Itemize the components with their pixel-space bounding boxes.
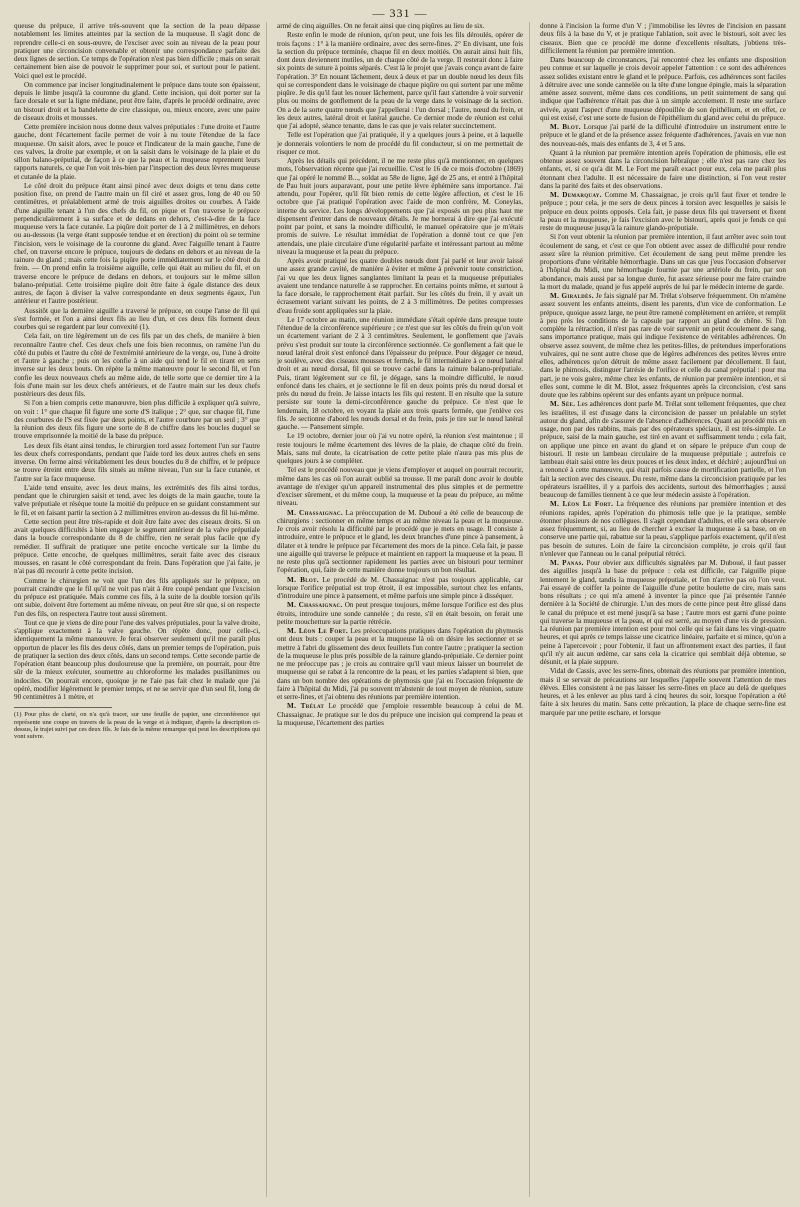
paragraph: Comme le chirurgien ne voit que l'un des fils appliqués sur le prépuce, on pourrait craindre que le fil qu'il ne voit pas n'ait à être coupé pendant que l'excision du prépuce est pratiquée. Mais comme ces fils, à la suite de la double torsion qu'ils ont subie, doivent être fortement au même niveau, on peut être sûr que, si on respecte l'un des fils, on respectera l'autre tout aussi sûrement.	[14, 576, 260, 618]
paragraph	[277, 576, 523, 601]
footnote-text: (1) Pour plus de clarté, on n'a qu'à tracer, sur une feuille de papier, une circonférence qui représente une coupe en travers de la peau de la verge et à indiquer, d'après la description ci-dessus, le trajet suivi par ces deux fils. Je fais de la même remarque qui peut les descriptions qui vont suivre.	[14, 711, 260, 741]
paragraph: donne à l'incision la forme d'un V ; j'immobilise les lèvres de l'incision en passant deux fils à la base du V, et je pratique l'ablation, soit avec le bistouri, soit avec les ciseaux. Bien que ce procédé me donne d'excellents résultats, j'obtiens très-difficilement la réunion par première intention.	[540, 22, 786, 55]
paragraph: Cette première incision nous donne deux valves préputiales : l'une droite et l'autre gauche, dont l'écartement facile permet de voir à nu toute l'étendue de la face muqueuse. On saisit alors, avec le pouce et l'indicateur de la main gauche, l'une de ces valves, la droite par exemple, et on la saisit dans le voisinage de la plaie et du sillon balano-préputial, de façon à ce que la peau et la muqueuse reprennent leurs rapports naturels, ce que l'on voit très-bien par l'inspection des deux lèvres muqueuse et cutanée de la plaie.	[14, 123, 260, 181]
paragraph: Tout ce que je viens de dire pour l'une des valves préputiales, pour la valve droite, s'applique exactement à la valve gauche. On répète donc, pour celle-ci, identiquement la même manœuvre. Je ferai observer seulement qu'il me paraît plus opportun de placer les fils des deux côtés, dans un premier temps de l'opération, puis de pratiquer la section des deux côtés, dans un second temps. Cette seconde partie de l'opération étant beaucoup plus douloureuse que la première, on pourrait, pour être sûr de la mieux exécuter, soumettre au chloroforme les malades pusillanimes ou indociles. On pourrait encore, quoique je ne l'aie pas fait chez le malade que j'ai opéré, modifier légèrement le premier temps, et ne se servir que d'un seul fil, long de 90 centimètres à 1 mètre, et	[14, 618, 260, 701]
speaker-name: M. Sée.	[550, 400, 576, 409]
paragraph	[540, 292, 786, 399]
paragraph: Telle est l'opération que j'ai pratiquée, il y a quelques jours à peine, et à laquelle je donnerais volontiers le nom de procédé du fil conducteur, si on me permettait de risquer ce mot.	[277, 131, 523, 156]
paragraph: Quant à la réunion par première intention après l'opération de phimosis, elle est obtenue assez souvent dans la circoncision hébraïque ; elle n'est pas rare chez les enfants, et, si ce qu'a dit M. Le Fort me paraît exact pour eux, cela me paraît plus étonnant chez l'adulte. Il est nécessaire de faire une distinction, si l'on veut rester dans la parité des faits et des observations.	[540, 148, 786, 190]
paragraph: L'aide tend ensuite, avec les deux mains, les extrémités des fils ainsi tordus, pendant que le chirurgien saisit et tend, avec les doigts de la main gauche, toute la valve préputiale et résèque toute la moitié du prépuce en se guidant constamment sur le fil, et en faisant partir la section à 2 millimètres environ au-dessus du fil lui-même.	[14, 483, 260, 517]
speaker-name: M. Chassaignac.	[287, 508, 343, 517]
speaker-name: M. Panas.	[550, 559, 584, 567]
speech-text: Lorsque j'ai parlé de la difficulté d'introduire un instrument entre le prépuce et le gland et de la présence assez fréquente d'adhérences, j'avais en vue non des nouveau-nés, mais des enfants de 3, 4 et 5 ans.	[540, 123, 786, 148]
speech-text: Les préoccupations pratiques dans l'opération du phymosis ont deux buts : couper la peau et la muqueuse là où on désire les sectionner et se mettre à l'abri du glissement des deux feuillets l'un contre l'autre ; pratiquer la section de la muqueuse le plus près possible de la rainure glando-préputiale. Ce dernier point ne me préoccupe pas ; je crois au contraire qu'il vaut mieux laisser un bourrelet de muqueuse qui se rabat à la rencontre de la peau, et les parties s'adaptent si bien, que dans un bon nombre des opérations de phymosis que j'ai eu l'occasion fréquente de faire à l'hôpital du Midi, j'ai pu souvent m'abstenir de tout moyen de réunion, suture et serre-fines, et j'ai obtenu des réunions par première intention.	[277, 627, 523, 701]
paragraph: Si l'on a bien compris cette manœuvre, bien plus difficile à expliquer qu'à suivre, on voit : 1° que chaque fil figure une sorte d'S italique ; 2° que, sur chaque fil, l'une des courbures de l'S est fixée par deux points, et l'autre courbure par un seul ; 3° que la réunion des deux fils figure une sorte de 8 de chiffre dans les boucles duquel se trouve emprisonnée la moitié de la base du prépuce.	[14, 399, 260, 441]
paragraph: Reste enfin le mode de réunion, qu'on peut, une fois les fils déroulés, opérer de trois façons : 1° à la manière ordinaire, avec des serre-fines. 2° En divisant, une fois la section du prépuce terminée, chaque fil en deux moitiés. On aurait ainsi huit fils, dont deux deviennent inutiles, un de chaque côté de la verge. Il resterait donc à faire six points de suture à points séparés. C'est là le projet que j'avais conçu avant de faire l'opération. 3° En nouant lâchement, deux à deux et par un double nœud les deux fils qui se correspondent dans le voisinage de chaque piqûre ou qui sortent par une même piqûre. Je dis qu'il faut les nouer lâchement, parce qu'il faut s'attendre à voir survenir plus ou moins de gonflement de la peau de la verge dans le voisinage de la section. On a de la sorte quatre nœuds que j'appellerai : l'un dorsal ; l'autre, nœud du frein, et les deux autres, latéral droit et latéral gauche. Ce dernier mode de réunion est celui que j'ai adopté, séance tenante, dans le cas que je vais relater succinctement.	[277, 31, 523, 130]
text-columns	[14, 22, 786, 1197]
paragraph: Après avoir pratiqué les quatre doubles nœuds dont j'ai parlé et leur avoir laissé une assez grande cavité, de manière à éviter et même à prévenir toute constriction, j'ai vu que les deux lignes sanglantes limitant la peau et la muqueuse préputiales avaient une tendance naturelle à se rapprocher. En certains points même, et surtout à la face dorsale, le rapprochement était parfait. Sur les côtés du frein, il y avait un écrasement variant suivant les points, de 2 à 3 millimètres. De petites compresses d'eau froide sont appliquées sur la plaie.	[277, 257, 523, 315]
paragraph: On commence par inciser longitudinalement le prépuce dans toute son épaisseur, depuis le limbe jusqu'à la couronne du gland. Cette incision, qui doit porter sur la face dorsale et sur la ligne médiane, peut être faite, d'après le procédé ordinaire, avec un bistouri droit et la bandelette de cire classique, ou, mieux encore, avec une paire de ciseaux droits et mousses.	[14, 80, 260, 122]
speech-text: Je fais signalé par M. Trélat s'observe fréquemment. On m'amène assez souvent les enfants atteints, disent les parents, d'un vice de conformation. Le prépuce, quoique assez large, ne peut être ramené complètement en arrière, et remplit à peu près les conditions de la capsule par rapport au gland de chêne. Si l'on complète la rétraction, il n'est pas rare de voir survenir un petit écoulement de sang, sans importance pratique, mais qui indique l'existence de véritables adhérences. On observe assez souvent, de même chez les petites-filles, de prétendues imperforations vulvaires, qui ne sont autre chose que de légères adhérences des petites lèvres entre elles, adhérences qu'on détruit de même assez facilement par décollement. Il faut, dans le phimosis, distinguer l'atrésie de l'orifice et celle du canal préputial : pour ma part, je ne vois guère, même chez les enfants, de réunion par première intention, et si elles sont, comme le dit M. Blot, assez fréquentes après la circoncision, c'est sans doute que les rabbins opèrent sur des enfants ayant un prépuce normal.	[540, 292, 786, 399]
paragraph	[277, 509, 523, 575]
paragraph	[277, 627, 523, 701]
paragraph: Tel est le procédé nouveau que je viens d'employer et auquel on pourrait recourir, même dans les cas où l'on aurait oublié sa trousse. Il me paraît donc avoir le double avantage de n'exiger qu'un appareil instrumental des plus simples et de permettre d'exciser sûrement, et du même coup, la muqueuse et la peau du prépuce, au même niveau.	[277, 466, 523, 508]
paragraph	[540, 500, 786, 558]
speech-text: Le procédé de M. Chassaignac n'est pas toujours applicable, car lorsque l'orifice préputial est trop étroit, il est impossible, surtout chez les enfants, d'introduire une pince à pansement, et même parfois une simple pince à disséquer.	[277, 575, 524, 600]
paragraph	[540, 559, 786, 666]
speaker-name: M. Trélat	[287, 702, 325, 711]
paragraph: Cette section peut être très-rapide et doit être faite avec des ciseaux droits. Si on avait quelques difficultés à bien engager le segment antérieur de la valve préputiale dans la boucle correspondante du 8 de chiffre, rien ne serait plus facile que d'y remédier. Il suffirait de pratiquer une petite encoche verticale sur la limbe du prépuce. Cette encoche, de quelques millimètres, serait faite avec des ciseaux mousses, en rasant le côté correspondant du frein. Dans l'opération que j'ai faite, je n'ai pas dû recourir à cette petite incision.	[14, 517, 260, 576]
paragraph: Cela fait, on tire légèrement un de ces fils par un des chefs, de manière à bien reconnaître l'autre chef. Ces deux chefs une fois bien reconnus, on ramène l'un du côté du pubis et l'autre du côté de l'extrémité antérieure de la verge, ou, l'une à droite et l'autre à gauche ; puis on les confie à un aide qui tend le fil en tirant en sens inverse sur les deux bouts. On répète la même manœuvre pour le second fil, et l'on confie les deux nouveaux chefs au même aide, de telle sorte que ce dernier tire à la fois d'une main sur les deux chefs antérieurs, et de l'autre main sur les deux chefs postérieurs des deux fils.	[14, 332, 260, 398]
paragraph	[277, 702, 523, 727]
paragraph: Les deux fils étant ainsi tendus, le chirurgien tord assez fortement l'un sur l'autre les deux chefs correspondants, pendant que l'aide tord les deux autres chefs en sens inverse. On ferme ainsi véritablement les deux boucles du 8 de chiffre, et le prépuce se trouve étreint entre deux fils situés au même niveau, l'un sur la face cutanée, et l'autre sur la face muqueuse.	[14, 441, 260, 483]
paragraph	[540, 123, 786, 148]
paragraph: Après les détails qui précèdent, il ne me reste plus qu'à mentionner, en quelques mots, l'observation récente que j'ai recueillie. C'est le 16 de ce mois d'octobre (1869) que j'ai opéré le nommé B..., soldat au 58e de ligne, âgé de 25 ans, et entré à l'hôpital de Pau huit jours auparavant, pour une petite lèvre éphémère sans importance. J'ai attendu, pour l'opérer, qu'il fût bien remis de cette légère affection, et c'est le 16 octobre que j'ai pratiqué l'opération avec l'aide de mon confrère, M. Coneylas, interne du service. Les longs développements que j'ai exposés un peu plus haut me dispensent d'entrer dans de nouveaux détails. Je me bornerai à dire que j'ai exécuté point par point, et sans la moindre difficulté, le manuel opératoire que je m'étais promis de suivre. Le résultat immédiat de l'opération a donné tout ce que j'en attendais, une plaie circulaire d'une régularité parfaite et intéressant partout au même niveau la muqueuse et la peau du prépuce.	[277, 157, 523, 256]
paragraph	[540, 191, 786, 232]
speaker-name: M. Léon Le Fort.	[550, 500, 614, 509]
header-ornament-left: —	[372, 6, 390, 20]
speech-text: Comme M. Chassaignac, je crois qu'il faut fixer et tendre le prépuce ; pour cela, je me sers de deux pinces à torsion avec lesquelles je saisis le prépuce en deux points opposés. Cela fait, je passe deux fils qui traversent et fixent la peau et la muqueuse, je fais l'excision avec le bistouri, après quoi je fends ce qui reste de muqueuse jusqu'à la rainure glando-préputiale.	[540, 191, 786, 232]
speaker-name: M. Blot.	[287, 575, 319, 584]
footnote-rule	[14, 707, 112, 708]
paragraph: Le côté droit du prépuce étant ainsi pincé avec deux doigts et tenu dans cette position fixe, on prend de l'autre main un fil ciré et assez gros, long de 40 ou 50 centimètres, et préalablement armé de trois aiguilles droites ou courbes. A l'aide d'une aiguille tenant à l'un des chefs du fil, on pique et l'on traverse le prépuce perpendiculairement à sa surface et de dedans en dehors, c'est-à-dire de la face muqueuse vers la face cutanée. La piqûre doit porter de 1 à 2 millimètres, en dehors ou au-dessous (la verge étant supposée tendue et en érection) du point où se termine l'incision, vers le voisinage de la couronne du gland. Avec l'aiguille tenant à l'autre chef, on traverse encore le prépuce, toujours de dedans en dehors et au niveau de la rainure du gland ; mais cette fois la piqûre porte immédiatement sur le côté droit du frein. — On prend enfin la troisième aiguille, celle qui était au milieu du fil, et on traverse encore le prépuce de dedans en dehors, et toujours sur le même sillon balano-préputial. Cette troisième piqûre doit être faite à égale distance des deux autres, de façon à diviser la valve correspondante en deux segments égaux, l'un antérieur et l'autre postérieur.	[14, 181, 260, 306]
speaker-name: M. Demarquay.	[550, 191, 602, 199]
speaker-name: M. Giraldès.	[550, 292, 594, 300]
paragraph: Vidal de Cassis, avec les serre-fines, obtenait des réunions par première intention, mais il se servait de précautions sur lesquelles j'appelle souvent l'attention de mes élèves. Elles consistent à ne pas laisser les serre-fines en place au delà de quelques heures, et à les enlever au plus tard à cinq heures du soir, lorsque l'opération a été faite à six heures du matin. Sans cette précaution, la place de chaque serre-fine est marquée par une petite eschare, et lorsque	[540, 667, 786, 717]
speaker-name: M. Blot.	[550, 123, 581, 131]
paragraph	[277, 601, 523, 626]
paragraph: Si l'on veut obtenir la réunion par première intention, il faut arrêter avec soin tout écoulement de sang, et c'est ce que l'on obtient avec assez de difficulté pour rendre assez sûre la réunion primitive. Cet écoulement de sang peut même prendre les proportions d'une véritable hémorrhagie. Dans un cas que j'eus l'occasion d'observer à l'hôpital du Midi, une hémorrhagie fournie par une artériole du frein, par son abondance, mais aussi par sa longue durée, fut assez sérieuse pour me faire craindre la mort du malade, quand je fus appelé auprès de lui par le médecin interne de garde.	[540, 233, 786, 291]
header-ornament-right: —	[410, 6, 428, 20]
speech-text: Le procédé que j'emploie ressemble beaucoup à celui de M. Chassaignac. Je pratique sur le dos du prépuce une incision qui comprend la peau et la muqueuse, l'écartement des parties	[277, 702, 524, 727]
page-header	[0, 6, 800, 21]
speaker-name: M. Chassaignac.	[287, 601, 343, 610]
speech-text: Pour obvier aux difficultés signalées par M. Duboué, il faut passer des aiguilles jusqu'à la base du prépuce : cela est difficile, car l'aiguille pique lentement le gland, tandis la muqueuse préputiale, et l'on n'arrive pas où l'on veut. J'ai essayé de coiffer la pointe de l'aiguille d'une petite boulette de cire, mais sans bons résultats ; ce qui m'a amené à inventer la pince que j'ai présentée l'année dernière à la Société de chirurgie. L'un des mors de cette pince peut être glissé dans le canal du prépuce et est mené jusqu'à sa base ; l'autre mors est garni d'une pointe qui traverse la muqueuse et la peau, et qui est serré, au moyen d'une vis de pression. La réunion par première intention est pour moi celle qui se fait dans les vingt-quatre heures, et qui après ce temps laisse une cicatrice linéaire, parfaite et si mince, qu'on a peine à l'apercevoir ; pour l'obtenir, il faut un affrontement exact des parties, il faut qu'il n'y ait aucun œdème, car sans cela la cicatrice qui semblait déjà obtenue, se désunit, et la plaie suppure.	[540, 559, 786, 666]
column-right	[540, 22, 786, 1197]
page-number: 331	[389, 6, 411, 20]
speech-text: Les adhérences dont parle M. Trélat sont tellement fréquentes, que chez les israélites, il est d'usage dans la circoncision de passer un préalable un stylet autour du gland, afin de s'assurer de l'absence d'adhérences. Quant au procédé mis en usage, non par des rabbins, mais par des opérateurs spéciaux, il est très-simple. Le prépuce, saisi de la main gauche, est tiré en avant et suffisamment tendu ; cela fait, on applique une pince en avant du gland et on sépare le prépuce d'un coup de bistouri. Il reste un lambeau circulaire de la muqueuse préputiale ; autrefois ce lambeau était saisi entre les deux pouces et les deux index, et déchiré ; aujourd'hui on a renoncé à cette manœuvre, qui était parfois cause de mortification partielle, et l'on fait la section avec des ciseaux. Du reste, même dans la circoncision pratiquée par les opérateurs israélites, il y a parfois des accidents, surtout des hémorrhagies ; aussi beaucoup de familles tiennent à ce que leur médecin assiste à l'opération.	[540, 400, 786, 499]
paragraph: queuse du prépuce, il arrive très-souvent que la section de la peau dépasse notablement les limites atteintes par la section de la muqueuse. Il s'agit donc de reprendre celle-ci en sous-œuvre, de l'exciser avec soin au niveau de la peau pour pratiquer une circoncision convenable et obtenir une correspondance parfaite des deux lignes de section. Ce temps de l'opération n'est pas bien difficile ; mais on serait certainement bien aise de pouvoir le supprimer pour soi, et surtout pour le patient. Voici quel est le procédé.	[14, 22, 260, 80]
footnote	[14, 711, 260, 741]
speech-text: La préoccupation de M. Duboué a été celle de beaucoup de chirurgiens : sectionner en même temps et au même niveau la peau et la muqueuse. Je crois avoir résolu la difficulté par le procédé que je mets en usage. Il consiste à introduire, entre le prépuce et le gland, les deux branches d'une pince à pansement, à dilater et à tendre le prépuce par l'écartement des mors de la pince. Cela fait, je passe une aiguille qui traverse le prépuce et maintient en rapport la muqueuse et la peau. Il ne reste plus qu'à sectionner rapidement les parties avec un bistouri pour terminer l'opération, qui, faite de cette manière donne toujours un bon résultat.	[277, 508, 523, 575]
speech-text: La fréquence des réunions par première intention et des réunions rapides, après l'opération du phimosis telle que je la pratique, semble étonner plusieurs de nos collègues. Il s'agit cependant d'adultes, et elle sera observée assez fréquemment, si, au lieu de chercher à exciser la muqueuse à sa base, on en conserve une partie qui, rabattue sur la peau, s'applique parfois exactement, qu'il n'est pas besoin de sutures. Loin de faire la circoncision complète, je crois qu'il faut n'enlever que l'anneau ou le canal préputial rétréci.	[540, 500, 786, 558]
paragraph: Le 17 octobre au matin, une réunion immédiate s'était opérée dans presque toute l'étendue de la circonférence supérieure ; ce n'est que sur les côtés du frein qu'on voit un écartement variant de 2 à 3 centimètres. Seulement, le gonflement que j'avais prévu s'est produit sur toute la circonférence sectionnée. Ce gonflement a fait que le nœud latéral droit s'est enfoncé dans l'épaisseur du prépuce. Pour dégager ce nœud, je soulève, avec des ciseaux mousses et fermés, le fil intermédiaire à ce nœud latéral droit et au nœud dorsal, fil qui se trouve caché dans la rainure balano-préputiale. Puis, tirant légèrement sur ce fil, je dégage, sans la moindre difficulté, le nœud enfoncé dans les chairs, et je sectionne le fil en deux points près du nœud dorsal et près du nœud du frein. Je laisse intacts les fils qui restent. Il en résulte que la suture persiste sur toute la demi-circonférence gauche du prépuce. Ce n'est que le lendemain, 18 octobre, en voyant la plaie aux trois quarts fermée, que j'enlève ces fils. Je sectionne d'abord les nœuds dorsal et du frein, puis je tire sur le nœud latéral gauche. — Pansement simple.	[277, 315, 523, 431]
paragraph: Dans beaucoup de circonstances, j'ai rencontré chez les enfants une disposition peu connue et sur laquelle je crois devoir appeler l'attention : ce sont des adhérences assez solides existant entre le gland et le prépuce. Parfois, ces adhérences sont faciles à détruire avec une sonde cannelée ou la tête d'une longue épingle, mais la séparation amène assez souvent, même dans ces conditions, un petit suintement de sang qui indique que l'adhérence n'était pas due à un simple accolement. Il reste une surface avivée, ayant l'aspect d'une muqueuse dépouillée de son épithélium, et en effet, ce qui est exisé, c'est une sorte de fusion de l'épithélium du gland avec celui du prépuce.	[540, 56, 786, 122]
column-left	[14, 22, 267, 1197]
speech-text: On peut presque toujours, même lorsque l'orifice est des plus étroits, introduire une sonde cannelée ; du reste, s'il en était besoin, on ferait une petite mouchetture sur la partie rétrécie.	[277, 601, 524, 626]
paragraph	[540, 400, 786, 499]
column-middle	[277, 22, 530, 1197]
paragraph: Le 19 octobre, dernier jour où j'ai vu notre opéré, la réunion s'est maintenue ; il reste toujours le même écartement des lèvres de la plaie, de chaque côté du frein. Mais, sans nul doute, la cicatrisation de cette petite plaie n'aura pas mis plus de quelques jours à se compléter.	[277, 432, 523, 465]
paragraph: armé de cinq aiguilles. On ne ferait ainsi que cinq piqûres au lieu de six.	[277, 22, 485, 30]
paragraph: Aussitôt que la dernière aiguille a traversé le prépuce, on coupe l'anse de fil qui s'est formée, et l'on a ainsi deux fils au lieu d'un, et ces deux fils forment deux courbes qui se regardent par leur convexité (1).	[14, 306, 260, 331]
speaker-name: M. Léon Le Fort.	[287, 627, 349, 635]
